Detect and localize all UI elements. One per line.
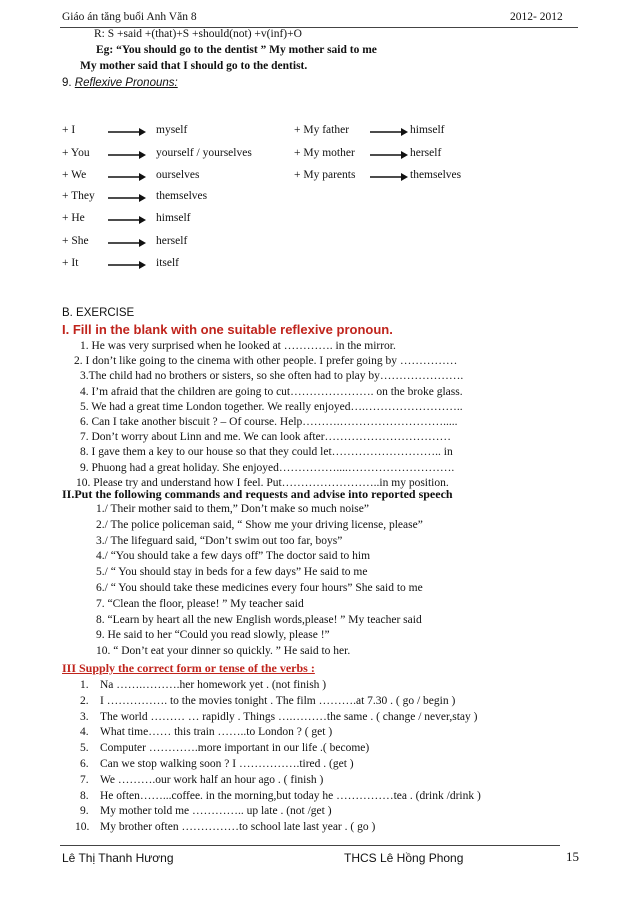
item-number: 1. — [80, 679, 89, 691]
item-number: 2. — [80, 694, 89, 707]
pronoun-reflexive: ourselves — [156, 169, 200, 181]
section-9-number: 9. — [62, 77, 72, 89]
exercise-item: My mother told me ………….. up late . (not /get ) — [100, 805, 332, 818]
pronoun-reflexive: himself — [156, 212, 191, 224]
arrow-icon — [370, 127, 408, 137]
exercise-item: The world ……… … rapidly . Things ….………the same . ( change / never,stay ) — [100, 710, 478, 723]
exercise-item: 3./ The lifeguard said, “Don’t swim out too far, boys” — [96, 534, 343, 547]
pronoun-subject: + My parents — [294, 169, 356, 181]
exercise-item: 7. “Clean the floor, please! ” My teacher said — [96, 597, 304, 610]
pronoun-reflexive: themselves — [156, 190, 208, 202]
rule-formula: R: S +said +(that)+S +should(not) +v(inf)+O — [94, 28, 302, 40]
exercise-item: 10. Please try and understand how I feel. Put……………………..in my position. — [76, 476, 449, 489]
section-9-title: Reflexive Pronouns: — [74, 77, 178, 89]
exercise-item: 9. He said to her “Could you read slowly, please !” — [96, 629, 330, 642]
pronoun-reflexive: itself — [156, 257, 179, 269]
pronoun-subject: + It — [62, 257, 79, 269]
footer-rule — [60, 845, 560, 846]
exercise-item: 2. I don’t like going to the cinema with other people. I prefer going by …………… — [74, 355, 458, 368]
section-9-heading — [62, 77, 178, 89]
exercise-item: What time…… this train ……..to London ? ( get ) — [100, 726, 333, 739]
pronoun-subject: + I — [62, 124, 76, 136]
arrow-icon — [108, 150, 146, 160]
exercise-item: 6./ “ You should take these medicines every four hours” She said to me — [96, 582, 423, 594]
exercise-item: 4./ “You should take a few days off” The doctor said to him — [96, 550, 371, 563]
example-answer: My mother said that I should go to the dentist. — [80, 60, 308, 72]
pronoun-subject: + We — [62, 169, 87, 181]
item-number: 6. — [80, 758, 89, 770]
item-number: 3. — [80, 710, 89, 723]
exercise-item: He often……...coffee. in the morning,but today he ……………tea . (drink /drink ) — [100, 789, 481, 802]
item-number: 7. — [80, 773, 89, 786]
arrow-icon — [108, 215, 146, 225]
arrow-icon — [370, 150, 408, 160]
arrow-icon — [370, 172, 408, 182]
arrow-icon — [108, 172, 146, 182]
footer-author: Lê Thị Thanh Hương — [62, 851, 174, 865]
exercise-item: 10. “ Don’t eat your dinner so quickly. ” He said to her. — [96, 645, 351, 658]
exercise-item: 6. Can I take another biscuit ? – Of course. Help……….………………………..... — [80, 416, 458, 428]
exercise-item: 7. Don’t worry about Linn and me. We can look after…………………………… — [80, 431, 452, 444]
item-number: 4. — [80, 726, 89, 739]
pronoun-reflexive: yourself / yourselves — [156, 147, 252, 159]
pronoun-subject: + She — [62, 235, 89, 247]
pronoun-reflexive: myself — [156, 124, 188, 136]
exercise-item: Can we stop walking soon ? I …………….tired . (get ) — [100, 758, 354, 770]
exercise-item: My brother often ……………to school late last year . ( go ) — [100, 821, 376, 834]
page-number: 15 — [566, 849, 579, 864]
exercise-item: 4. I’m afraid that the children are going to cut…………………. on the broke glass. — [80, 385, 463, 398]
exercise-item: 9. Phuong had a great holiday. She enjoyed……………....………………………. — [80, 461, 455, 474]
header-year: 2012- 2012 — [510, 11, 563, 23]
exercise-item: 5./ “ You should stay in beds for a few days” He said to me — [96, 566, 368, 579]
arrow-icon — [108, 260, 146, 270]
part2-title: II.Put the following commands and requests and advise into reported speech — [62, 487, 453, 501]
exercise-item: We ……….our work half an hour ago . ( finish ) — [100, 773, 324, 786]
pronoun-reflexive: herself — [156, 235, 188, 247]
footer-school: THCS Lê Hồng Phong — [344, 851, 464, 865]
pronoun-reflexive: himself — [410, 124, 445, 136]
exercise-item: 1./ Their mother said to them,” Don’t make so much noise” — [96, 503, 369, 515]
pronoun-subject: + They — [62, 190, 95, 202]
pronoun-subject: + My father — [294, 124, 350, 136]
arrow-icon — [108, 238, 146, 248]
item-number: 10. — [75, 821, 90, 834]
item-number: 5. — [80, 742, 89, 755]
exercise-item: Na …….……….her homework yet . (not finish ) — [100, 679, 327, 691]
arrow-icon — [108, 127, 146, 137]
exercise-item: 8. “Learn by heart all the new English words,please! ” My teacher said — [96, 613, 422, 626]
exercise-item: Computer ………….more important in our life .( become) — [100, 742, 370, 755]
pronoun-subject: + He — [62, 212, 85, 224]
part1-title: I. Fill in the blank with one suitable reflexive pronoun. — [62, 322, 393, 337]
item-number: 8. — [80, 789, 89, 802]
item-number: 9. — [80, 805, 89, 818]
exercise-item: I ……………. to the movies tonight . The film ……….at 7.30 . ( go / begin ) — [100, 694, 456, 707]
exercise-item: 1. He was very surprised when he looked at …………. in the mirror. — [80, 340, 396, 352]
pronoun-subject: + You — [62, 147, 90, 159]
pronoun-subject: + My mother — [294, 147, 355, 159]
pronoun-reflexive: themselves — [410, 169, 462, 181]
part3-title: III Supply the correct form or tense of the verbs : — [62, 661, 315, 675]
exercise-item: 2./ The police policeman said, “ Show me your driving license, please” — [96, 518, 423, 531]
exercise-item: 5. We had a great time London together. We really enjoyed….…………………….. — [80, 400, 463, 413]
arrow-icon — [108, 193, 146, 203]
exercise-label: B. EXERCISE — [62, 307, 135, 319]
header-title: Giáo án tăng buổi Anh Văn 8 — [62, 11, 197, 23]
example-line: Eg: “You should go to the dentist ” My mother said to me — [96, 44, 377, 56]
pronoun-reflexive: herself — [410, 147, 442, 159]
exercise-item: 8. I gave them a key to our house so that they could let……………………….. in — [80, 446, 453, 459]
exercise-item: 3.The child had no brothers or sisters, so she often had to play by…………………. — [80, 370, 464, 383]
